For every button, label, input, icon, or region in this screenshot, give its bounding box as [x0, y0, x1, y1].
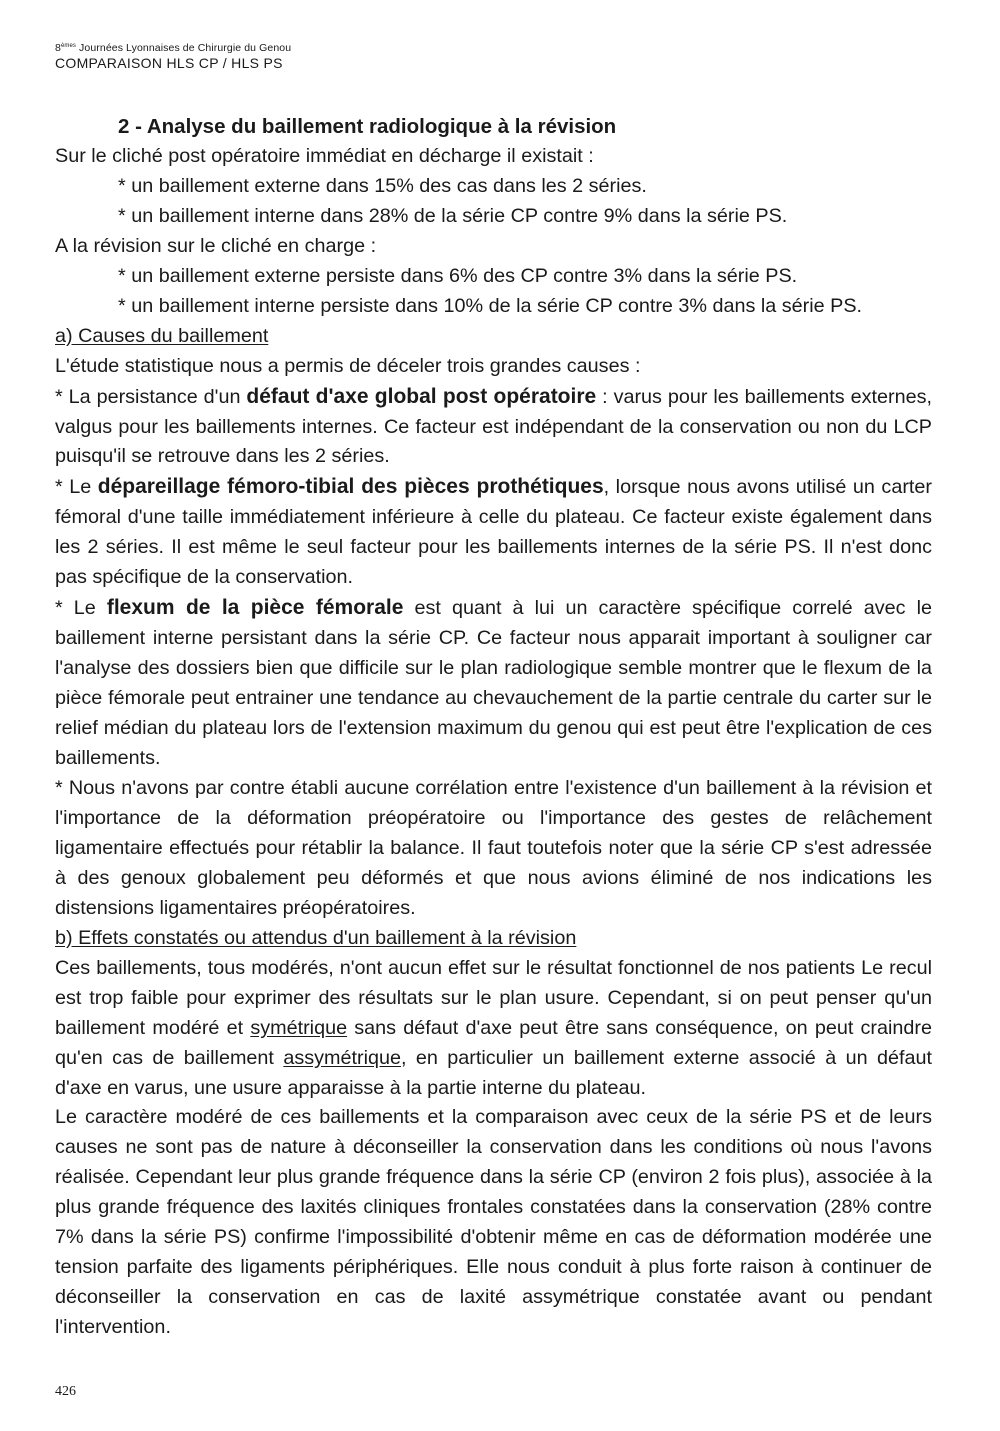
- conference-name: Journées Lyonnaises de Chirurgie du Genou: [76, 42, 292, 54]
- running-header: [55, 40, 291, 72]
- cause-keyword: défaut d'axe global post opératoire: [246, 384, 597, 408]
- effects-text: sans défaut d'axe peut être sans conséquence, on peut craindre qu'en cas de baillement: [55, 1016, 932, 1069]
- effects-paragraph: [55, 954, 932, 1104]
- postop-item: * un baillement externe dans 15% des cas dans les 2 séries.: [118, 174, 647, 197]
- cause-text: : varus pour les baillements externes, valgus pour les baillements internes. Ce facteur est indépendant de la conservation ou non du LCP puisqu'il se retrouve dans les 2 séries.: [55, 385, 932, 468]
- effects-text: , en particulier un baillement externe associé à un défaut d'axe en varus, une usure apparaisse à la partie interne du plateau.: [55, 1046, 933, 1099]
- revision-item: * un baillement interne persiste dans 10% de la série CP contre 3% dans la série PS.: [118, 294, 863, 317]
- conclusion-paragraph: Le caractère modéré de ces baillements et la comparaison avec ceux de la série PS et de leurs causes ne sont pas de nature à déconseiller la conservation dans les conditions où nous l'avons réalisée. Cependant leur plus grande fréquence dans la série CP (environ 2 fois plus), associée à la plus grande fréquence des laxités cliniques frontales constatées dans la conservation (28% contre 7% dans la série PS) confirme l'impossibilité d'obtenir même en cas de déformation modérée une tension parfaite des ligaments périphériques. Elle nous conduit à plus forte raison à continuer de déconseiller la conservation en cas de laxité assymétrique constatée avant ou pendant l'intervention.: [55, 1106, 932, 1339]
- asymmetric-term: assymétrique: [283, 1046, 401, 1069]
- section-title: 2 - Analyse du baillement radiologique à la révision: [118, 115, 617, 138]
- subsection-b-heading: b) Effets constatés ou attendus d'un baillement à la révision: [55, 926, 577, 949]
- cause-keyword: dépareillage fémoro-tibial des pièces prothétiques: [97, 475, 604, 499]
- revision-item: * un baillement externe persiste dans 6% des CP contre 3% dans la série PS.: [118, 264, 798, 287]
- cause-paragraph: [55, 472, 932, 593]
- conference-ordinal: 8: [55, 42, 61, 54]
- symmetric-term: symétrique: [250, 1016, 348, 1039]
- cause-text: est quant à lui un caractère spécifique correlé avec le baillement interne persistant dans la série CP. Ce facteur nous apparait important à souligner car l'analyse des dossiers bien que difficile sur le plan radiologique semble montrer que le flexum de la pièce fémorale peut entrainer une tendance au chevauchement de la partie centrale du carter sur le relief médian du plateau lors de l'extension maximum du genou qui est peut être l'explication de ces baillements.: [55, 597, 932, 770]
- article-body: [55, 112, 932, 1343]
- subsection-a-heading: a) Causes du baillement: [55, 324, 269, 347]
- cause-paragraph: [55, 382, 932, 473]
- cause-text: * Le: [55, 476, 98, 499]
- cause-paragraph: [55, 593, 932, 774]
- revision-intro: A la révision sur le cliché en charge :: [55, 234, 377, 257]
- cause-text: , lorsque nous avons utilisé un carter fémoral d'une taille immédiatement inférieure à celle du plateau. Ce facteur existe également dans les 2 séries. Il est même le seul facteur pour les baillements internes de la série PS. Il n'est donc pas spécifique de la conservation.: [55, 476, 932, 589]
- cause-text: * Le: [55, 597, 107, 620]
- causes-intro: L'étude statistique nous a permis de déceler trois grandes causes :: [55, 354, 641, 377]
- correlation-note: * Nous n'avons par contre établi aucune corrélation entre l'existence d'un baillement à la révision et l'importance de la déformation préopératoire ou l'importance des gestes de relâchement ligamentaire effectués pour rétablir la balance. Il faut toutefois noter que la série CP s'est adressée à des genoux globalement peu déformés et que nous avions éliminé de nos indications les distensions ligamentaires préopératoires.: [55, 776, 932, 919]
- postop-item: * un baillement interne dans 28% de la série CP contre 9% dans la série PS.: [118, 204, 788, 227]
- postop-intro: Sur le cliché post opératoire immédiat en décharge il existait :: [55, 144, 594, 167]
- cause-keyword: flexum de la pièce fémorale: [106, 596, 404, 620]
- effects-text: Ces baillements, tous modérés, n'ont aucun effet sur le résultat fonctionnel de nos patients Le recul est trop faible pour exprimer des résultats sur le plan usure. Cependant, si on peut penser qu'un baillement modéré et: [55, 956, 932, 1039]
- cause-text: * La persistance d'un: [55, 385, 247, 408]
- conference-title: [55, 40, 291, 55]
- page-number: 426: [55, 1384, 76, 1399]
- chapter-subtitle: COMPARAISON HLS CP / HLS PS: [55, 55, 283, 71]
- conference-ordinal-suffix: èmes: [60, 43, 77, 49]
